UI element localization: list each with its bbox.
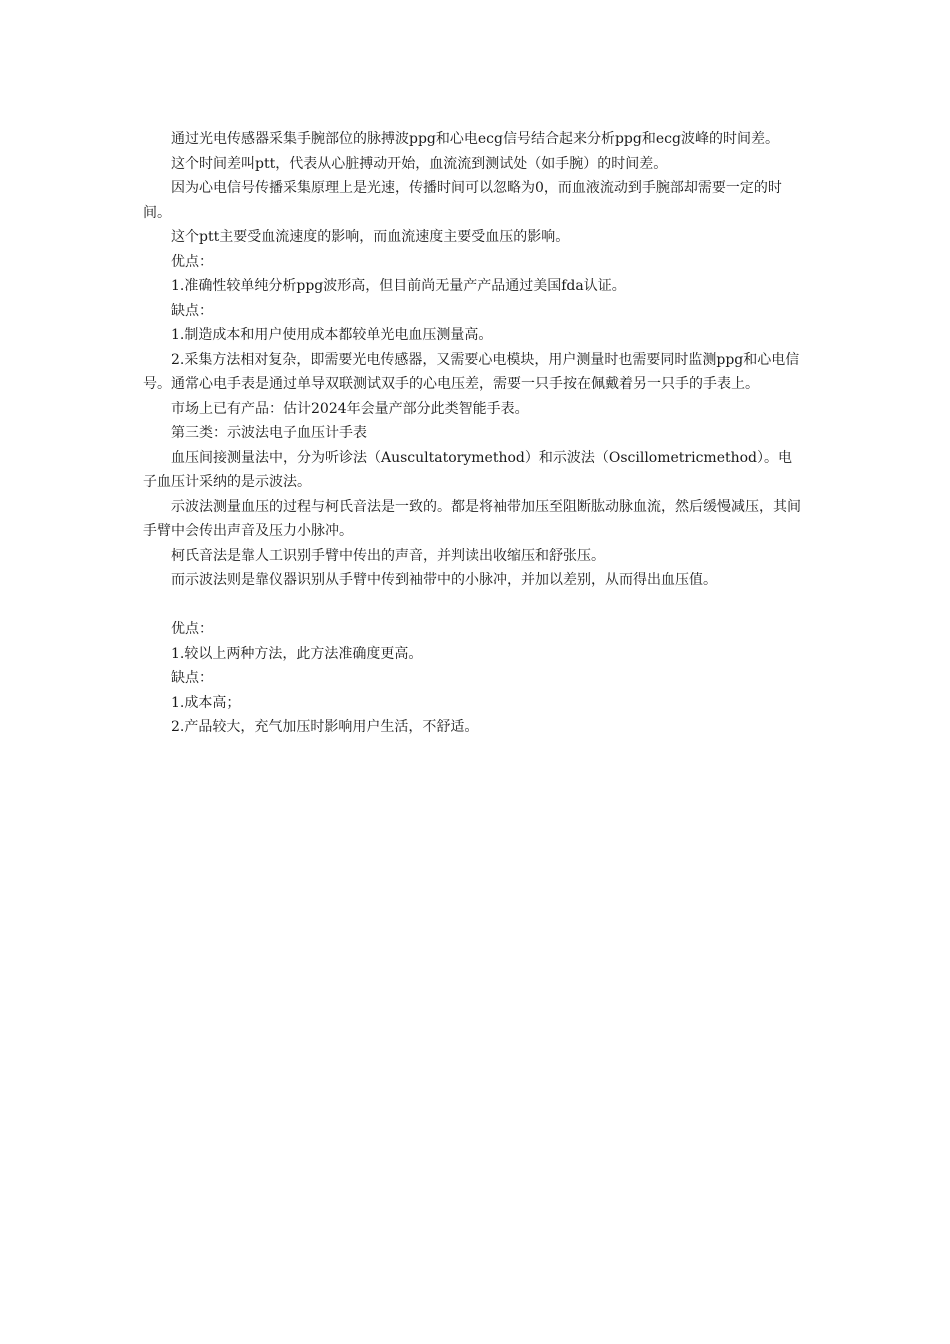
heading-advantages-2: 优点： (171, 621, 213, 637)
heading-disadvantages-1: 缺点： (171, 302, 213, 319)
paragraph-korotkoff: 柯氏音法是靠人工识别手臂中传出的声音，并判读出收缩压和舒张压。 (171, 547, 605, 564)
heading-disadvantages-2: 缺点： (171, 670, 213, 686)
paragraph-oscillometric-process: 示波法测量血压的过程与柯氏音法是一致的。都是将袖带加压至阻断肱动脉血流，然后缓慢减压，其间手臂中会传出声音及压力小脉冲。 (143, 498, 801, 539)
list-item-disadvantage-4: 2.产品较大，充气加压时影响用户生活，不舒适。 (171, 719, 479, 735)
section-heading-oscillometric: 第三类：示波法电子血压计手表 (171, 425, 367, 441)
heading-advantages-1: 优点： (171, 253, 213, 270)
paragraph-ptt-definition: 这个时间差叫ptt，代表从心脏搏动开始，血流流到测试处（如手腕）的时间差。 (171, 155, 668, 172)
paragraph-oscillometric-detection: 而示波法则是靠仪器识别从手臂中传到袖带中的小脉冲，并加以差别，从而得出血压值。 (171, 572, 717, 588)
paragraph-ppg-ecg: 通过光电传感器采集手腕部位的脉搏波ppg和心电ecg信号结合起来分析ppg和ecg波峰的时间差。 (171, 131, 779, 147)
list-item-disadvantage-3: 1.成本高； (171, 694, 241, 711)
blank-line (143, 593, 803, 618)
paragraph-market-products: 市场上已有产品：估计2024年会量产部分此类智能手表。 (171, 400, 529, 417)
paragraph-ptt-factors: 这个ptt主要受血流速度的影响，而血流速度主要受血压的影响。 (171, 229, 570, 245)
list-item-disadvantage-1: 1.制造成本和用户使用成本都较单光电血压测量高。 (171, 327, 493, 343)
paragraph-measurement-methods: 血压间接测量法中，分为听诊法（Auscultatorymethod）和示波法（Oscillometricmethod）。电子血压计采纳的是示波法。 (143, 449, 793, 490)
list-item-advantage-1: 1.准确性较单纯分析ppg波形高，但目前尚无量产产品通过美国fda认证。 (171, 278, 626, 294)
list-item-advantage-2: 1.较以上两种方法，此方法准确度更高。 (171, 645, 423, 662)
list-item-disadvantage-2: 2.采集方法相对复杂，即需要光电传感器，又需要心电模块，用户测量时也需要同时监测ppg和心电信号。通常心电手表是通过单导双联测试双手的心电压差，需要一只手按在佩戴着另一只手的手表上。 (143, 351, 800, 392)
document-body (143, 127, 803, 740)
paragraph-signal-speed: 因为心电信号传播采集原理上是光速，传播时间可以忽略为0，而血液流动到手腕部却需要一定的时间。 (143, 180, 782, 221)
